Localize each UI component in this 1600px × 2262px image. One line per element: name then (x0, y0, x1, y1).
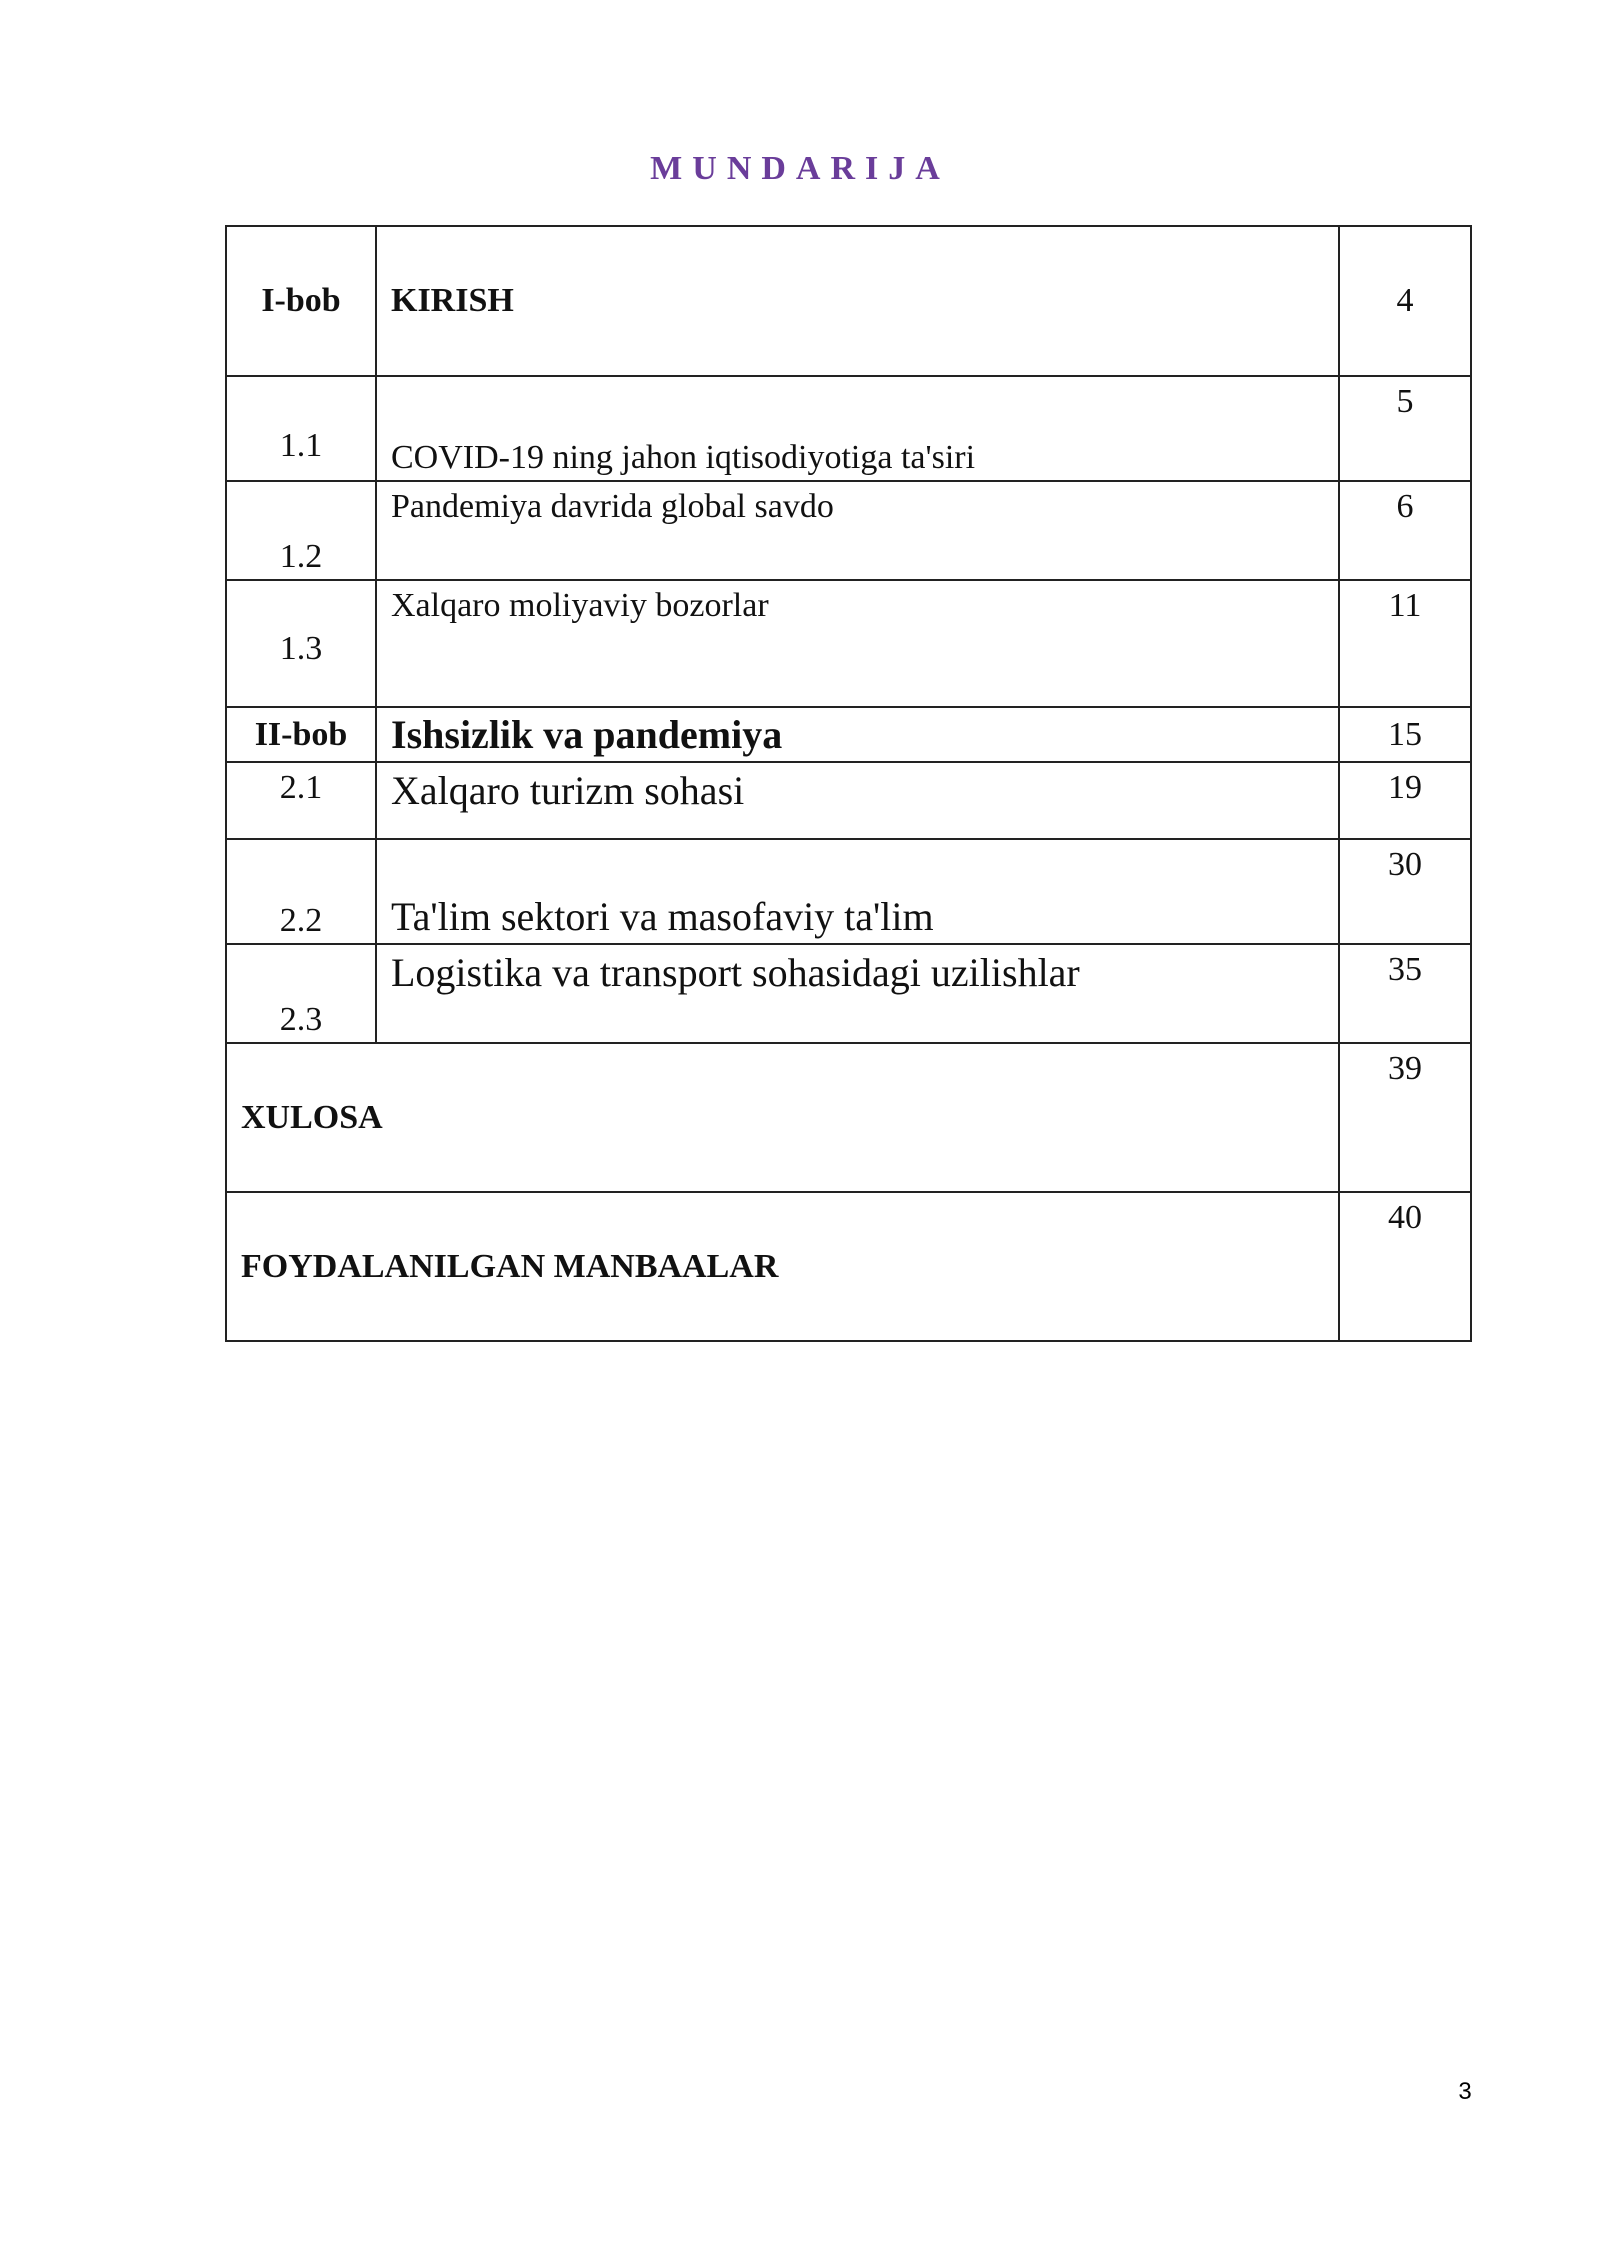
toc-page-number: 19 (1339, 762, 1471, 839)
page-number: 3 (1458, 2078, 1472, 2105)
toc-entry-link[interactable]: Pandemiya davrida global savdo (376, 481, 1339, 580)
toc-row (226, 481, 1471, 580)
toc-row (226, 580, 1471, 707)
toc-entry-link[interactable]: Ishsizlik va pandemiya (376, 707, 1339, 762)
toc-section-number: 1.3 (226, 580, 376, 707)
toc-row (226, 839, 1471, 944)
toc-section-number: 1.1 (226, 376, 376, 481)
table-of-contents (225, 225, 1472, 1342)
toc-chapter-number: I-bob (226, 226, 376, 376)
toc-page-number: 15 (1339, 707, 1471, 762)
toc-page-number: 5 (1339, 376, 1471, 481)
toc-row (226, 1043, 1471, 1192)
toc-entry-link[interactable]: COVID-19 ning jahon iqtisodiyotiga ta'siri (376, 376, 1339, 481)
toc-row (226, 376, 1471, 481)
toc-chapter-number: II-bob (226, 707, 376, 762)
toc-page-number: 6 (1339, 481, 1471, 580)
toc-page-number: 4 (1339, 226, 1471, 376)
toc-entry-link[interactable]: XULOSA (226, 1043, 1339, 1192)
toc-entry-link[interactable]: Ta'lim sektori va masofaviy ta'lim (376, 839, 1339, 944)
toc-entry-link[interactable]: FOYDALANILGAN MANBAALAR (226, 1192, 1339, 1341)
toc-entry-link[interactable]: Logistika va transport sohasidagi uzilishlar (376, 944, 1339, 1043)
toc-section-number: 2.2 (226, 839, 376, 944)
toc-row (226, 1192, 1471, 1341)
toc-entry-link[interactable]: Xalqaro moliyaviy bozorlar (376, 580, 1339, 707)
toc-entry-link[interactable]: Xalqaro turizm sohasi (376, 762, 1339, 839)
toc-page-number: 40 (1339, 1192, 1471, 1341)
toc-entry-link[interactable]: KIRISH (376, 226, 1339, 376)
toc-row (226, 707, 1471, 762)
toc-section-number: 1.2 (226, 481, 376, 580)
toc-row (226, 944, 1471, 1043)
toc-page-number: 35 (1339, 944, 1471, 1043)
toc-page-number: 30 (1339, 839, 1471, 944)
page-title: MUNDARIJA (650, 150, 950, 187)
toc-section-number: 2.3 (226, 944, 376, 1043)
toc-page-number: 11 (1339, 580, 1471, 707)
toc-section-number: 2.1 (226, 762, 376, 839)
toc-row (226, 762, 1471, 839)
toc-row (226, 226, 1471, 376)
toc-page-number: 39 (1339, 1043, 1471, 1192)
